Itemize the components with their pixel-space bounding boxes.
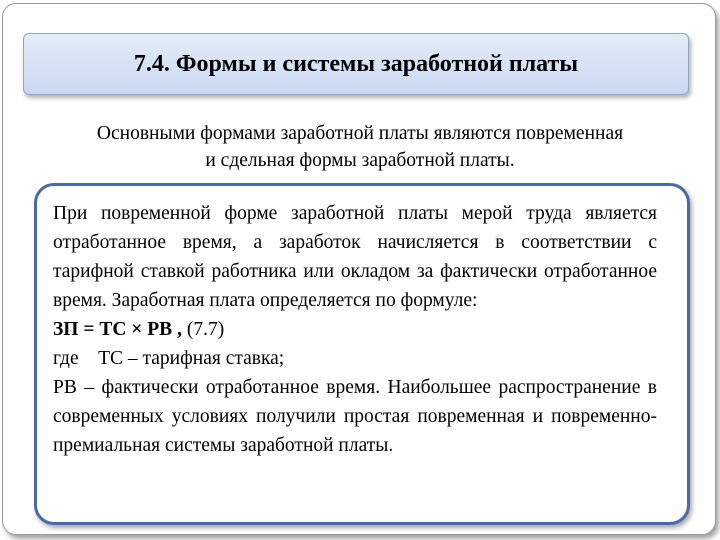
intro-text (20, 120, 700, 174)
slide-title: 7.4. Формы и системы заработной платы (133, 50, 579, 77)
intro-line-1: Основными формами заработной платы являются повременная (96, 123, 624, 144)
where-line: где ТС – тарифная ставка; (53, 348, 285, 369)
content-box (34, 183, 690, 525)
intro-line-2: и сдельная формы заработной платы. (205, 150, 515, 171)
paragraph-time-wage: При повременной форме заработной платы мерой труда является отработанное время, а заработок начисляется в соответствии с тарифной ставкой работника или окладом за фактически отработанное время. Заработная плата определяется по формуле: (53, 203, 657, 311)
formula-line (53, 315, 657, 344)
content-text (53, 199, 657, 460)
formula-number: (7.7) (181, 319, 225, 340)
paragraph-definition: РВ – фактически отработанное время. Наибольшее распространение в современных условиях получили простая повременная и повременно-премиальная системы заработной платы. (53, 377, 657, 456)
title-banner (23, 33, 689, 95)
formula: ЗП = ТС × РВ , (53, 319, 182, 340)
